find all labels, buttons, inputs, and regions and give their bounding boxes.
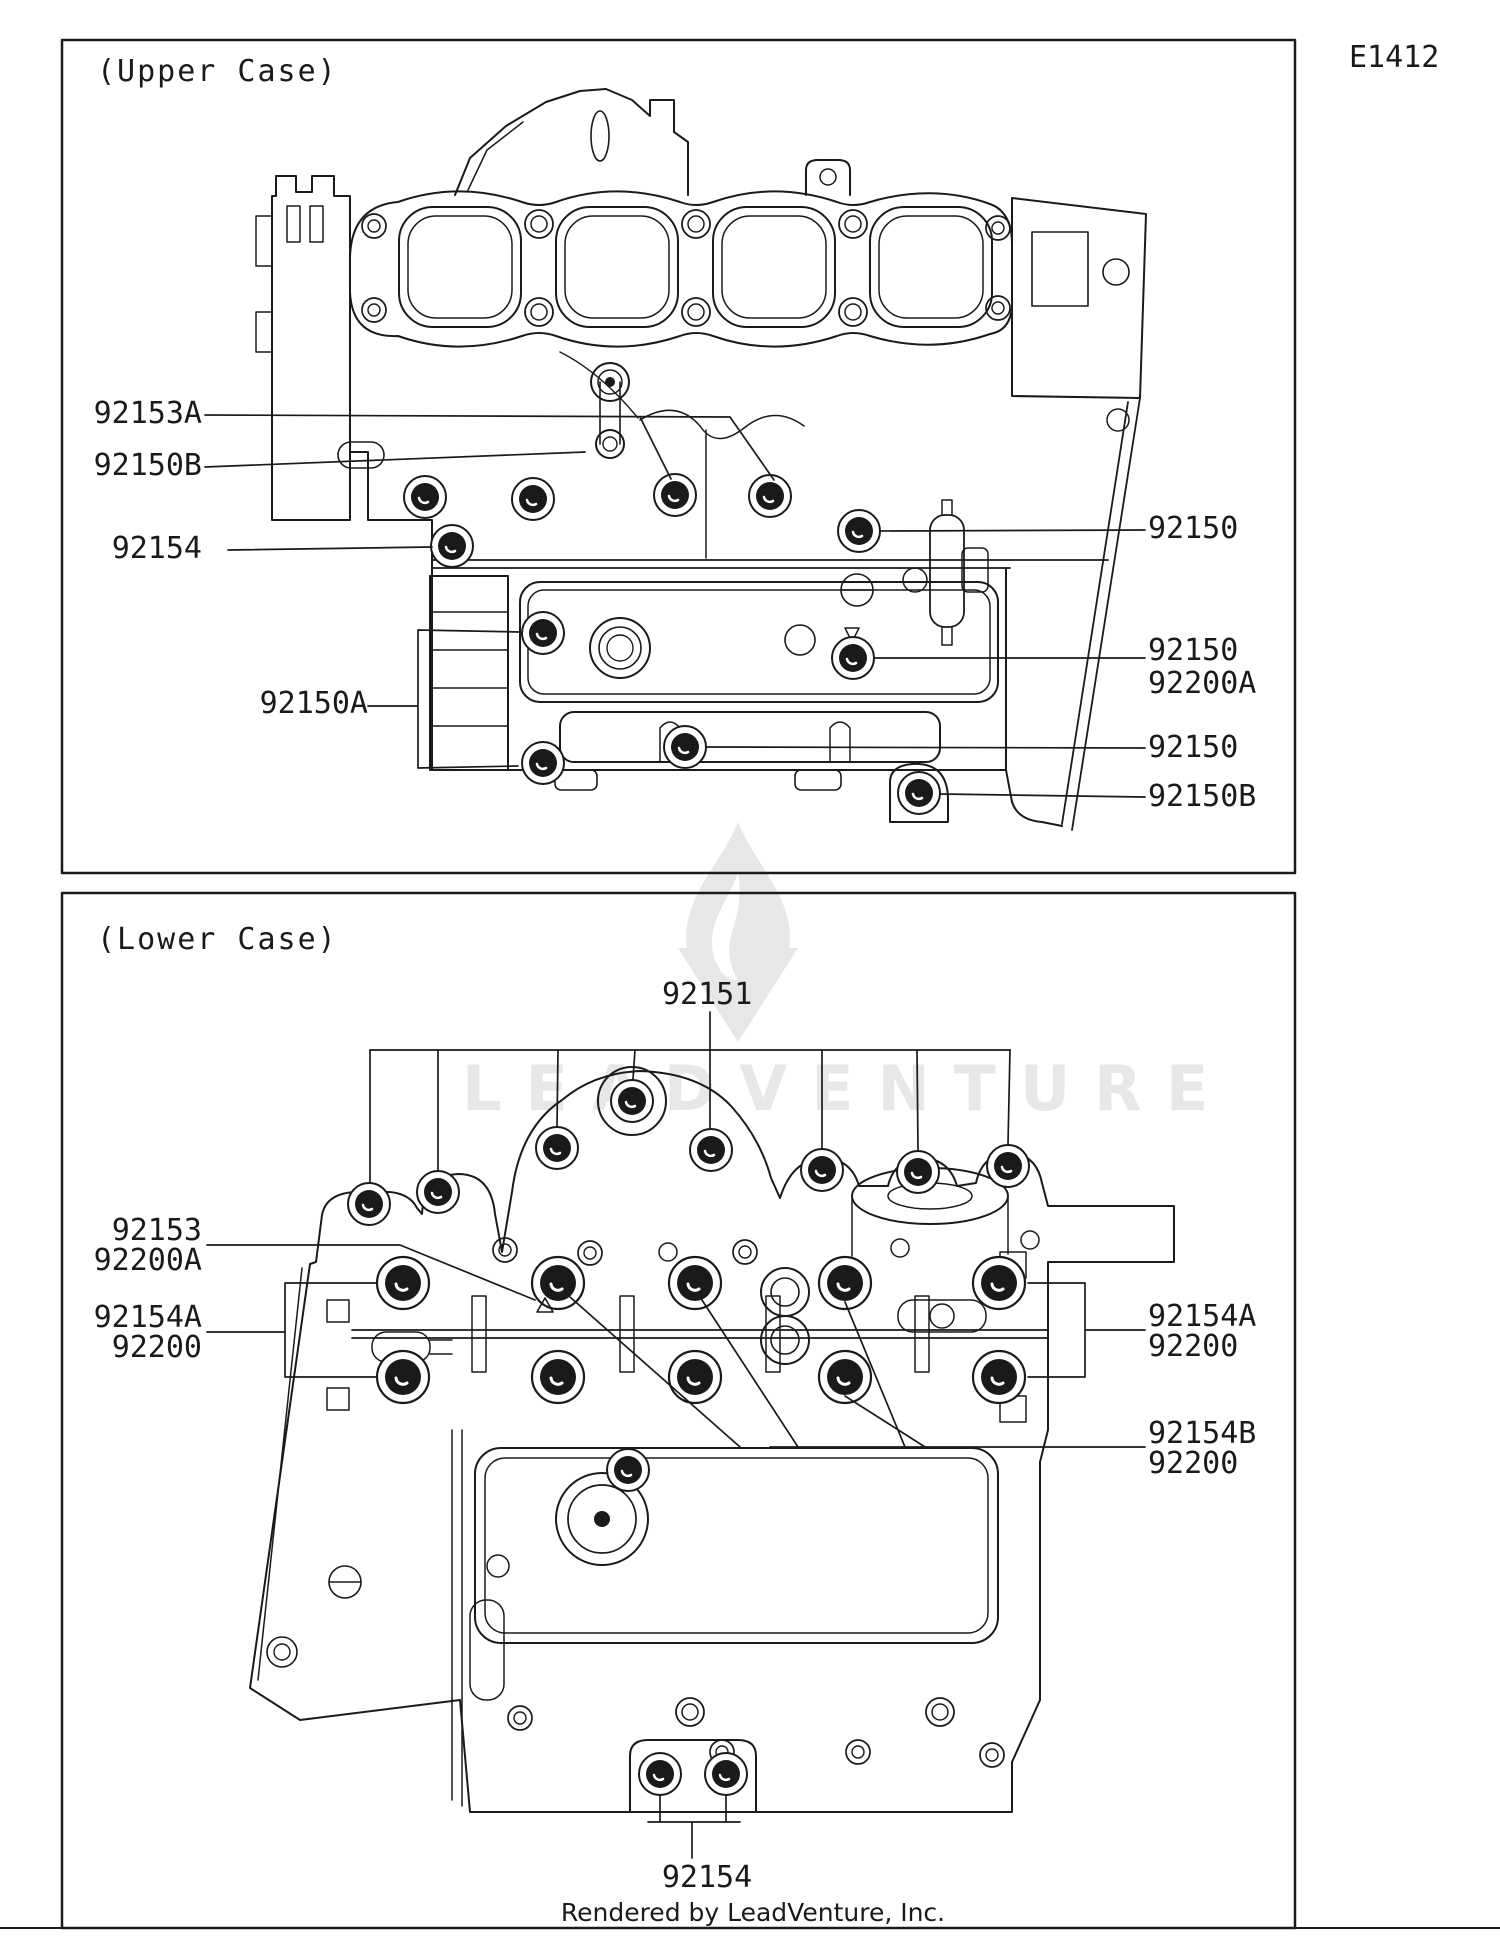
diagram-code: E1412 bbox=[1349, 40, 1440, 75]
callout-line[interactable]: 92200 bbox=[1148, 1329, 1239, 1364]
callout-92154a-92200-left[interactable] bbox=[52, 1300, 202, 1365]
callout-92150a[interactable]: 92150A bbox=[259, 686, 368, 721]
callout-92153-92200a[interactable] bbox=[52, 1213, 202, 1278]
callout-92151[interactable]: 92151 bbox=[662, 977, 753, 1012]
callout-line[interactable]: 92200 bbox=[111, 1330, 202, 1365]
callout-92150-low[interactable]: 92150 bbox=[1148, 730, 1239, 765]
callout-line[interactable]: 92200A bbox=[93, 1243, 202, 1278]
callout-92150b-left[interactable]: 92150B bbox=[93, 448, 202, 483]
lower-panel-title: (Lower Case) bbox=[97, 922, 338, 957]
callout-92154a-92200-right[interactable] bbox=[1148, 1299, 1257, 1364]
callout-line[interactable]: 92200 bbox=[1148, 1446, 1239, 1481]
callout-line[interactable]: 92150 bbox=[1148, 633, 1239, 668]
callout-92150b-right[interactable]: 92150B bbox=[1148, 779, 1257, 814]
callout-92153a[interactable]: 92153A bbox=[93, 396, 202, 431]
footer-credit: Rendered by LeadVenture, Inc. bbox=[560, 1898, 946, 1927]
callout-line[interactable]: 92154A bbox=[1148, 1299, 1257, 1334]
callout-92150-top[interactable]: 92150 bbox=[1148, 511, 1239, 546]
callout-line[interactable]: 92153 bbox=[111, 1213, 202, 1248]
callout-line[interactable]: 92154B bbox=[1148, 1416, 1257, 1451]
callout-92154-bottom[interactable]: 92154 bbox=[661, 1860, 753, 1895]
upper-panel-title: (Upper Case) bbox=[97, 54, 338, 89]
callout-92150-92200a[interactable] bbox=[1148, 634, 1256, 700]
callout-line[interactable]: 92154A bbox=[93, 1300, 202, 1335]
callout-92154b-92200[interactable] bbox=[1148, 1416, 1257, 1481]
callout-92154-upper[interactable]: 92154 bbox=[111, 531, 202, 566]
callout-line[interactable]: 92200A bbox=[1148, 666, 1257, 701]
watermark-text: LEADVENTURE bbox=[462, 1052, 1233, 1125]
